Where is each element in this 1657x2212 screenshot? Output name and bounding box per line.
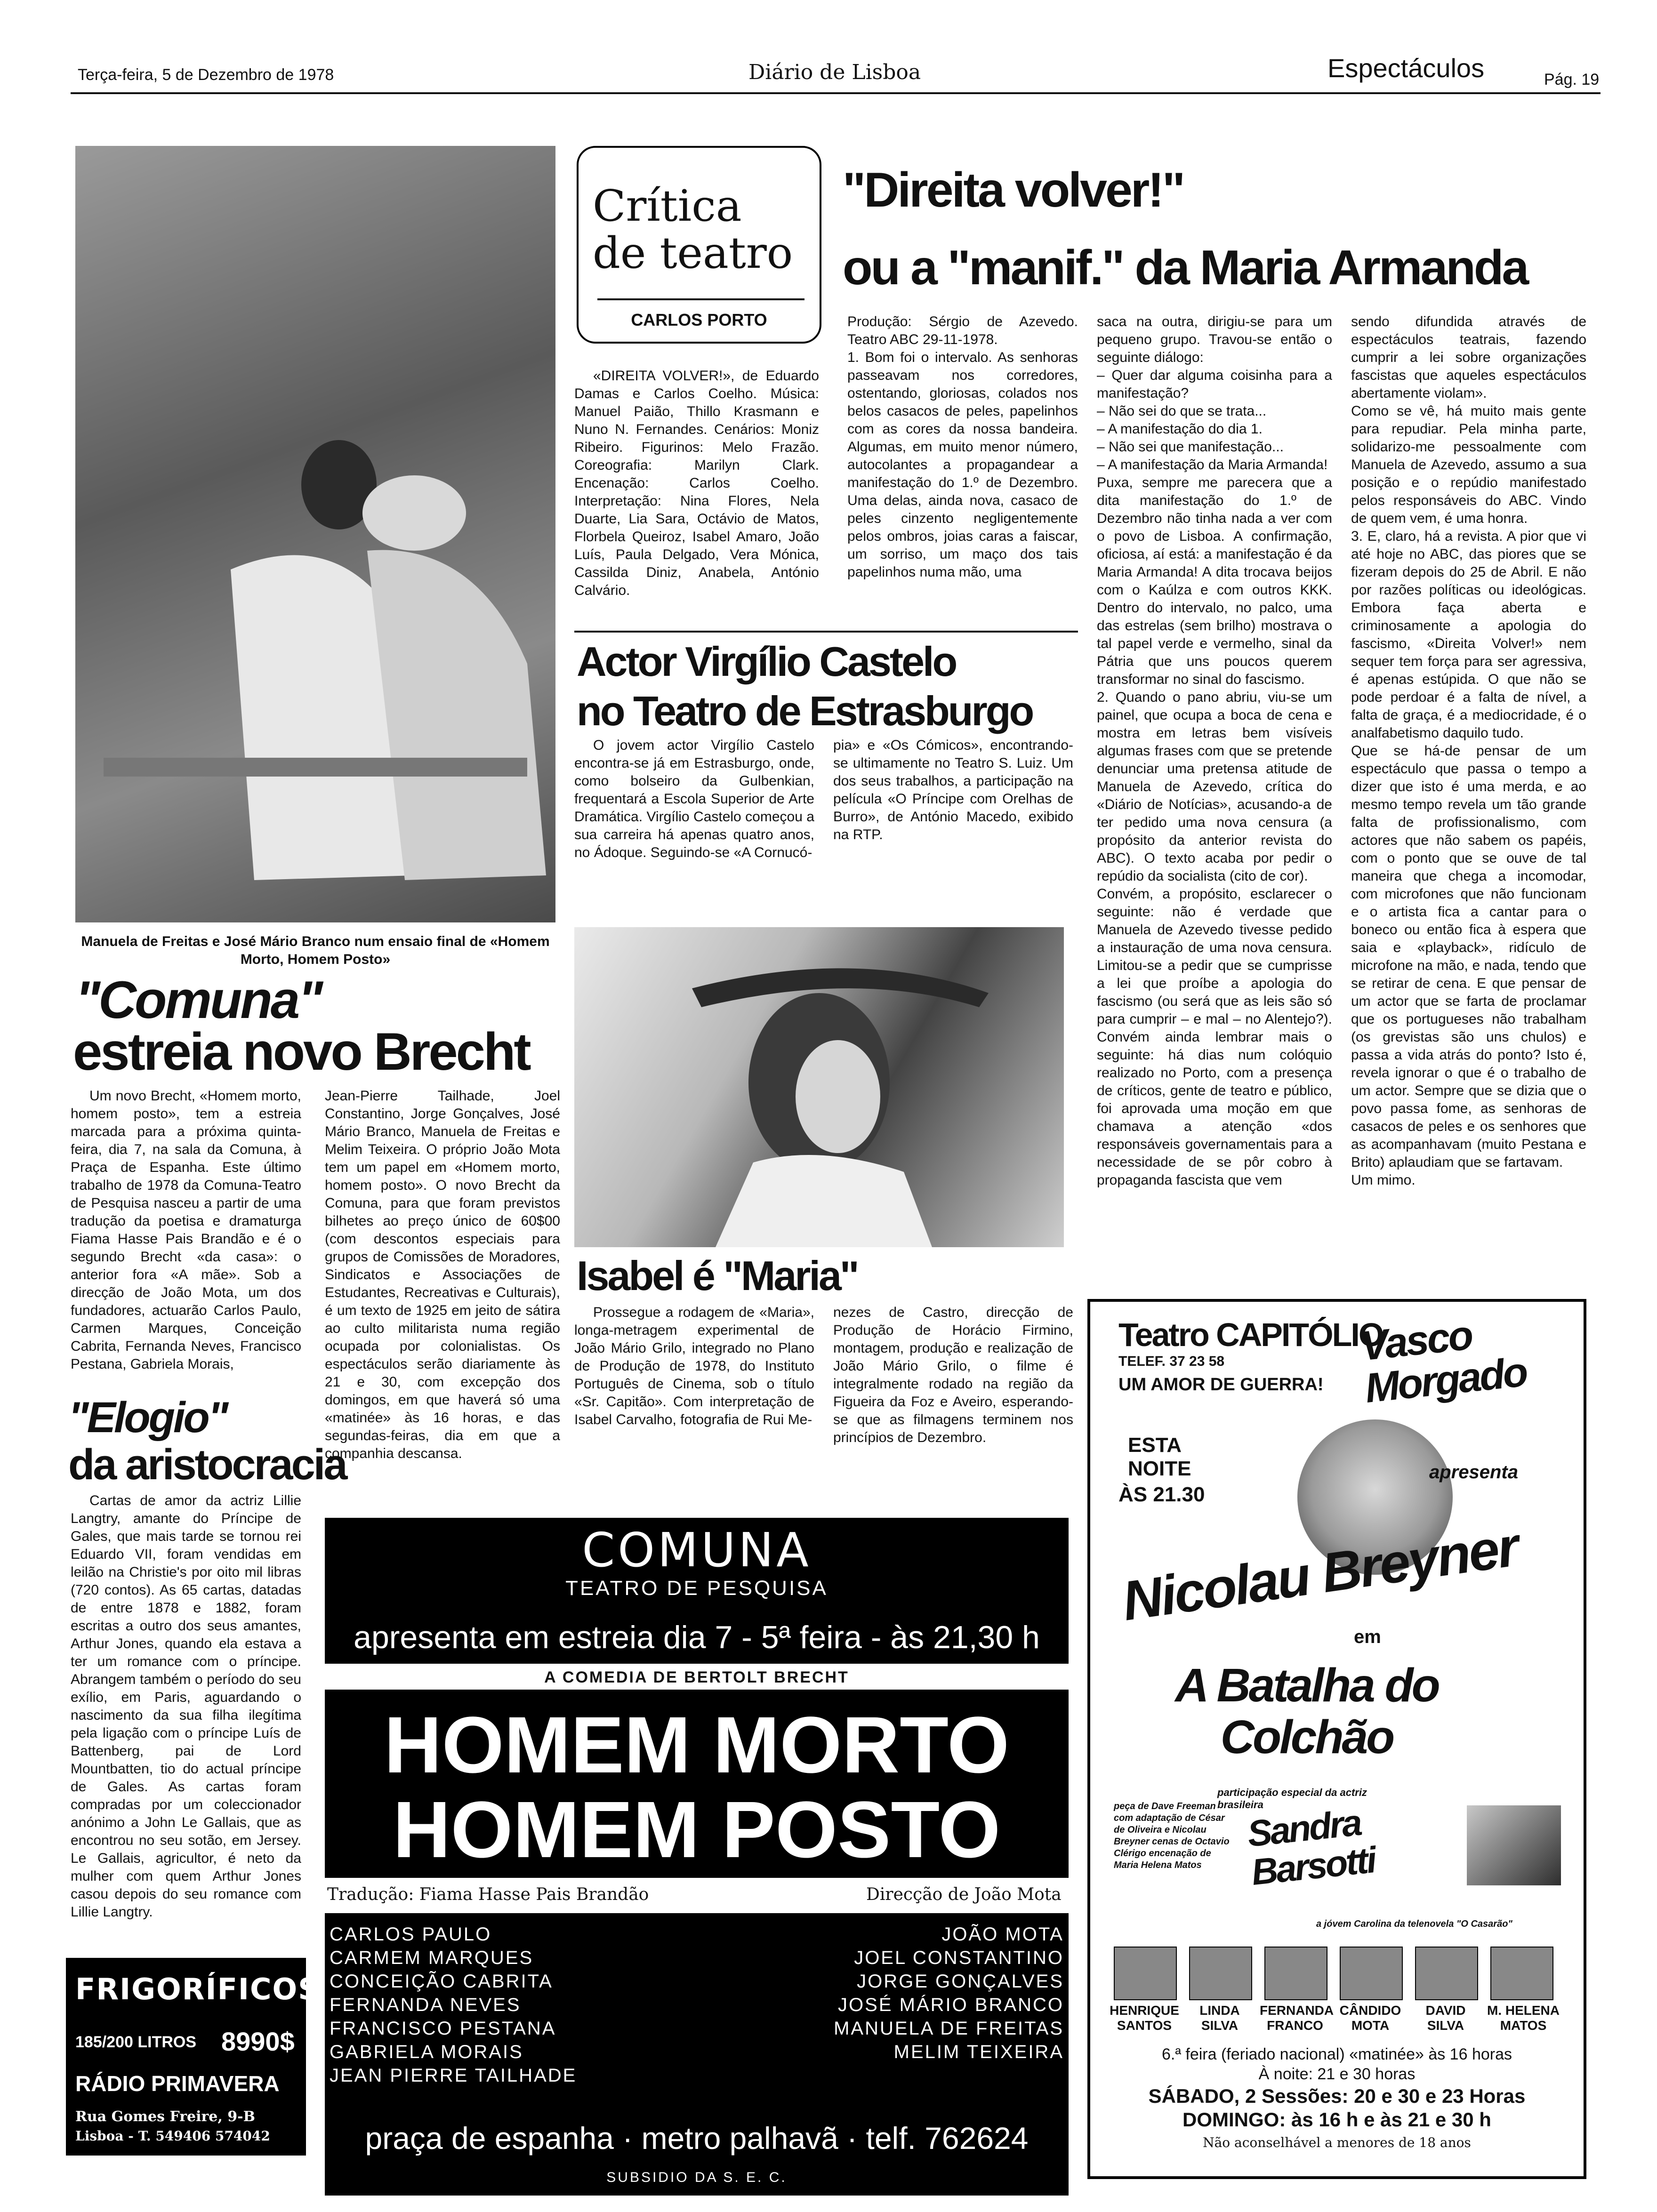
cast-item: JEAN PIERRE TAILHADE bbox=[330, 2065, 577, 2086]
cast-item: CARMEM MARQUES bbox=[330, 1948, 534, 1968]
elogio-headline-2: da aristocracia bbox=[68, 1441, 346, 1489]
comuna-ad-comedia: A COMEDIA DE BERTOLT BRECHT bbox=[544, 1668, 849, 1686]
capitolio-jovem: a jóvem Carolina da telenovela "O Casarão" bbox=[1316, 1919, 1512, 1929]
capitolio-sandra-photo bbox=[1467, 1805, 1561, 1885]
cast-item: JOSÉ MÁRIO BRANCO bbox=[838, 1995, 1064, 2015]
virgilio-text-col2: pia» e «Os Cómicos», encontrando-se ultimamente no Teatro S. Luiz. Um dos seus trabalhos, a participação na película «O Príncipe com Orelhas de Burro», de António Macedo, exibido na RTP. bbox=[833, 737, 1073, 842]
isabel-text-col2: nezes de Castro, direcção de Produção de Horácio Firmino, montagem, produção e realização de João Mário Grilo, o filme é integralmente rodado na região da Figueira da Foz e Aveiro, esperando-se que as filmagens terminem nos princípios de Dezembro. bbox=[833, 1305, 1073, 1445]
cast-name: M. HELENA MATOS bbox=[1487, 2003, 1560, 2033]
capitolio-sandra: Sandra Barsotti bbox=[1245, 1801, 1377, 1893]
header-paper: Diário de Lisboa bbox=[748, 60, 921, 84]
header-page: Pág. 19 bbox=[1544, 71, 1600, 88]
comuna-ad-top bbox=[325, 1518, 1069, 1664]
comuna-ad-subsidio: SUBSIDIO DA S. E. C. bbox=[606, 2170, 787, 2185]
virgilio-headline-2: no Teatro de Estrasburgo bbox=[577, 688, 1033, 734]
elogio-text: Cartas de amor da actriz Lillie Langtry, amante do Príncipe de Gales, que mais tarde se tornou rei Eduardo VII, foram vendidas em leilão na Christie's por oito mil libras (720 contos). As 65 cartas, datadas de entre 1878 e 1882, foram escritas a outro dos seus amantes, Arthur Jones, quando ela estava a ter um romance com o príncipe. Abrangem também o período do seu exílio, em Paris, aguardando o nascimento da sua filha ilegítima pela ligação com o príncipe Luís de Battenberg, pai de Lord Mountbatten, tio do actual príncipe de Gales. As cartas foram compradas por um coleccionador anónimo a John Le Gallais, que as encontrou no seu sotão, em Jersey. Le Gallais, agricultor, é neto da mulher com quem Arthur Jones casou depois do seu romance com Lillie Langtry. bbox=[71, 1493, 301, 1920]
cast-name: LINDA SILVA bbox=[1199, 2003, 1240, 2033]
cast-item: JOÃO MOTA bbox=[941, 1924, 1064, 1945]
photo-caption: Manuela de Freitas e José Mário Branco num ensaio final de «Homem Morto, Homem Posto» bbox=[81, 934, 550, 967]
capitolio-hora: ÀS 21.30 bbox=[1118, 1483, 1205, 1506]
capitolio-schedule-1: 6.ª feira (feriado nacional) «matinée» às 16 horas bbox=[1161, 2045, 1512, 2063]
photo-figures bbox=[75, 146, 555, 922]
comuna-headline-2: estreia novo Brecht bbox=[73, 1022, 530, 1081]
cast-item: MANUELA DE FREITAS bbox=[834, 2018, 1064, 2039]
direita-col3: sendo difundida através de espectáculos teatrais, fazendo cumprir a lei sobre organizações fascistas que aqueles espectáculos abertamente violam». Como se vê, há muito mais gente para repudiar. Pela minha parte, solidarizo-me pessoalmente com Manuela de Azevedo, assumo a sua posição e o repúdio manifestado pelos responsáveis do ABC. Vindo de quem vem, é uma honra. 3. E, claro, há a revista. A pior que vi até hoje no ABC, das piores que se fizeram depois do 25 de Abril. E não por razões políticas ou ideológicas. Embora faça aberta e criminosamente a apologia do fascismo, «Direita Volver!» nem sequer tem força para ser agressiva, é apenas estúpida. O que não se pode perdoar é a falta de nível, a falta de graça, é a mediocridade, é o analfabetismo daquilo tudo. Que se há-de pensar de um espectáculo que passa o tempo a dizer que isto é uma merda, e ao mesmo tempo revela um tão grande falta de profissionalismo, com actores que não sabem os papéis, com o ponto que se ouve de tal maneira que chega a incomodar, com microfones que não funcionam e o artista fica a cantar para o boneco ou então fica à espera que saia e «playback», ridículo de microfone na mão, e nada, tendo que se retirar de cena. E que pensar de um actor que se farta de proclamar que os portugueses não trabalham (os grevistas são uns chulos) e passa a vida atrás do ponto? Isto é, revela ignorar o que é o trabalho de um actor. Sempre que se dizia que o povo passa fome, as senhoras de casacos de peles e os senhores que as acompanhavam (muito Pestana e Brito) aplaudiam que se fartavam. Um mimo. bbox=[1351, 314, 1586, 1188]
comuna-ad-title-1: HOMEM MORTO bbox=[384, 1700, 1010, 1790]
elogio-headline-1: "Elogio" bbox=[68, 1394, 227, 1442]
cast-photo bbox=[1189, 1947, 1252, 2000]
critica-rule bbox=[597, 298, 804, 300]
virgilio-rule bbox=[574, 631, 1078, 633]
comuna-ad-premiere: apresenta em estreia dia 7 - 5ª feira - às 21,30 h bbox=[354, 1619, 1040, 1655]
comuna-headline-1: "Comuna" bbox=[75, 970, 322, 1029]
cast-photo bbox=[1490, 1947, 1553, 2000]
frigo-title: FRIGORÍFICOS bbox=[75, 1972, 320, 2006]
capitolio-telef: TELEF. 37 23 58 bbox=[1118, 1354, 1225, 1369]
critica-box bbox=[577, 146, 821, 344]
cast-item: CONCEIÇÃO CABRITA bbox=[330, 1971, 553, 1992]
cast-photo bbox=[1340, 1947, 1403, 2000]
photo-isabel-figure bbox=[574, 927, 1064, 1247]
capitolio-amor: UM AMOR DE GUERRA! bbox=[1118, 1375, 1324, 1395]
cast-name: HENRIQUE SANTOS bbox=[1110, 2003, 1179, 2033]
photo-isabel bbox=[574, 927, 1064, 1247]
isabel-headline: Isabel é "Maria" bbox=[577, 1252, 858, 1299]
capitolio-schedule-5: Não aconselhável a menores de 18 anos bbox=[1203, 2135, 1471, 2150]
comuna-ad-cast-left bbox=[330, 1923, 577, 2087]
critica-credits: «DIREITA VOLVER!», de Eduardo Damas e Carlos Coelho. Música: Manuel Paião, Thillo Krasmann e Nuno N. Fernandes. Cenários: Moniz Ribeiro. Figurinos: Melo Frazão. Coreografia: Marilyn Clark. Encenação: Carlos Coelho. Interpretação: Nina Flores, Nela Duarte, Lia Sara, Octávio de Matos, Florbela Queiroz, Isabel Amaro, João Luís, Paula Delgado, Vera Mónica, Cassilda Diniz, Anabela, António Calvário. bbox=[574, 368, 819, 598]
photo-rehearsal bbox=[75, 146, 555, 922]
comuna-ad-footer: praça de espanha · metro palhavã · telf. 762624 bbox=[365, 2121, 1029, 2156]
cast-item: JOEL CONSTANTINO bbox=[854, 1948, 1064, 1968]
comuna-ad-cast-right bbox=[834, 1923, 1064, 2064]
critica-logo-2: de teatro bbox=[593, 228, 793, 278]
cast-name: DAVID SILVA bbox=[1425, 2003, 1466, 2033]
cast-item: CARLOS PAULO bbox=[330, 1924, 492, 1945]
frigo-address-1: Rua Gomes Freire, 9-B bbox=[75, 2108, 255, 2125]
capitolio-schedule-4: DOMINGO: às 16 h e às 21 e 30 h bbox=[1182, 2108, 1491, 2131]
frigorificos-ad bbox=[66, 1958, 320, 2156]
critica-logo-1: Crítica bbox=[593, 181, 742, 231]
comuna-ad-name: COMUNA bbox=[582, 1523, 812, 1578]
capitolio-noite: NOITE bbox=[1128, 1457, 1191, 1480]
virgilio-headline-1: Actor Virgílio Castelo bbox=[577, 638, 956, 685]
cast-item: MELIM TEIXEIRA bbox=[893, 2042, 1064, 2062]
cast-name: CÂNDIDO MOTA bbox=[1339, 2003, 1401, 2033]
comuna-ad-title-2: HOMEM POSTO bbox=[393, 1785, 1001, 1875]
isabel-text-col1: Prossegue a rodagem de «Maria», longa-metragem experimental de João Mário Grilo, integrado no Plano de Produção de 1978, do Instituto Português de Cinema, sob o título «Sr. Capitão». Com interpretação de Isabel Carvalho, fotografia de Rui Me- bbox=[574, 1305, 814, 1427]
capitolio-nicolau: Nicolau Breyner bbox=[1118, 1515, 1521, 1633]
direita-col2: saca na outra, dirigiu-se para um pequeno grupo. Travou-se então o seguinte diálogo: – Quer dar alguma coisinha para a manifestação? – Não sei do que se trata... – A manifestação do dia 1. – Não sei que manifestação... – A manifestação da Maria Armanda! Puxa, sempre me parecera que a dita manifestação do 1.º de Dezembro não tinha nada a ver com o povo de Lisboa. A confirmação, oficiosa, aí está: a manifestação é da Maria Armanda! A dita trocava beijos com o Kaúlza e com outros KKK. Dentro do intervalo, no palco, uma das estrelas (sem brilho) mostrava o tal papel verde e vermelho, sinal da Pátria que uns poucos querem transformar no sinal do fascismo. 2. Quando o pano abriu, viu-se um painel, que ocupa a boca de cena e mostra em letras bem visíveis algumas frases com que se pretende denunciar uma pretensa atitude de Manuela de Azevedo, crítica do «Diário de Notícias», acusando-a de ter pedido uma nova censura (a propósito da anterior revista do ABC). O texto acaba por pedir o repúdio da socialista (cito de cor). Convém, a propósito, esclarecer o seguinte: não é verdade que Manuela de Azevedo tivesse pedido a instauração de uma nova censura. Limitou-se a pedir que se cumprisse a lei que proíbe a apologia do fascismo (ou será que as leis são só para cumprir – e mal – no Alentejo?). Convém ainda lembrar mais o seguinte: há dias num colóquio realizado no Porto, com a presença de críticos, gente de teatro e público, foi aprovada uma moção em que chamava a atenção «dos responsáveis governamentais para a necessidade de se pôr cobro à propaganda fascista que vem bbox=[1097, 314, 1332, 1188]
capitolio-schedule-2: À noite: 21 e 30 horas bbox=[1258, 2065, 1416, 2083]
comuna-text-col2: Jean-Pierre Tailhade, Joel Constantino, Jorge Gonçalves, José Mário Branco, Manuela de Freitas e Melim Teixeira. O próprio João Mota tem um papel em «Homem morto, homem posto». O novo Brecht da Comuna, para que foram previstos bilhetes ao preço único de 60$00 (com descontos especiais para grupos de Comissões de Moradores, Sindicatos e Associações de Estudantes, Recreativas e Culturais), é um texto de 1925 em jeito de sátira ao culto militarista numa região ocupada por colonialistas. Os espectáculos serão diariamente às 21 e 30, com excepção dos domingos, em que haverá só uma «matinée» às 16 horas, e das segundas-feiras, dia em que a companhia descansa. bbox=[325, 1088, 560, 1461]
direita-col1: Produção: Sérgio de Azevedo. Teatro ABC 29-11-1978. 1. Bom foi o intervalo. As senhoras passeavam nos corredores, ostentando, gloriosas, colados nos belos casacos de peles, papelinhos com as cores da nossa bandeira. Algumas, em muito menor número, autocolantes a propagandear a manifestação do 1.º de Dezembro. Uma delas, ainda nova, casaco de peles cinzento negligentemente pelos ombros, joias caras a faiscar, um sorriso, um maço dos tais papelinhos numa mão, uma bbox=[847, 314, 1078, 580]
capitolio-teatro: Teatro CAPITÓLIO bbox=[1118, 1316, 1383, 1353]
cast-item: JORGE GONÇALVES bbox=[857, 1971, 1064, 1992]
capitolio-em: em bbox=[1354, 1627, 1381, 1647]
comuna-ad-sub: TEATRO DE PESQUISA bbox=[565, 1577, 828, 1600]
capitolio-participacao: participação especial da actriz brasileira bbox=[1217, 1787, 1367, 1811]
comuna-ad-title-block bbox=[325, 1690, 1069, 1878]
direita-headline-2: ou a "manif." da Maria Armanda bbox=[843, 240, 1528, 295]
header-date: Terça-feira, 5 de Dezembro de 1978 bbox=[78, 66, 334, 84]
cast-photo bbox=[1114, 1947, 1177, 2000]
direita-headline-1: "Direita volver!" bbox=[843, 163, 1184, 217]
comuna-ad-cast-block bbox=[325, 1913, 1069, 2196]
header-rule bbox=[71, 92, 1601, 94]
frigo-shop: RÁDIO PRIMAVERA bbox=[75, 2071, 280, 2096]
capitolio-vasco: Vasco Morgado bbox=[1358, 1311, 1528, 1411]
cast-item: GABRIELA MORAIS bbox=[330, 2042, 523, 2062]
capitolio-batalha: A Batalha do Colchão bbox=[1175, 1659, 1439, 1763]
capitolio-credits: peça de Dave Freeman com adaptação de César de Oliveira e Nicolau Breyner cenas de Octavio Clérigo encenação de Maria Helena Matos bbox=[1114, 1801, 1230, 1870]
cast-name: FERNANDA FRANCO bbox=[1260, 2003, 1334, 2033]
frigo-capacity: 185/200 LITROS bbox=[75, 2033, 197, 2051]
cast-photo bbox=[1264, 1947, 1327, 2000]
capitolio-ad bbox=[1087, 1299, 1586, 2179]
cast-item: FERNANDA NEVES bbox=[330, 1995, 521, 2015]
comuna-text-col1: Um novo Brecht, «Homem morto, homem posto», tem a estreia marcada para a próxima quinta-feira, dia 7, na sala da Comuna, à Praça de Espanha. Este último trabalho de 1978 da Comuna-Teatro de Pesquisa nasceu a partir de uma tradução da poetisa e dramaturga Fiama Hasse Pais Brandão e é o segundo Brecht «da casa»: o anterior fora «A mãe». Sob a direcção de João Mota, um dos fundadores, actuarão Carlos Paulo, Carmen Marques, Conceição Cabrita, Fernanda Neves, Francisco Pestana, Gabriela Morais, bbox=[71, 1088, 301, 1372]
virgilio-text-col1: O jovem actor Virgílio Castelo encontra-se já em Estrasburgo, onde, como bolseiro da Gulbenkian, frequentará a Escola Superior de Arte Dramática. Virgílio Castelo começou a sua carreira há apenas quatro anos, no Ádoque. Seguindo-se «A Cornucó- bbox=[574, 737, 814, 860]
capitolio-esta: ESTA bbox=[1128, 1434, 1182, 1457]
comuna-ad-director: Direcção de João Mota bbox=[866, 1885, 1062, 1904]
capitolio-schedule-3: SÁBADO, 2 Sessões: 20 e 30 e 23 Horas bbox=[1148, 2085, 1526, 2107]
cast-item: FRANCISCO PESTANA bbox=[330, 2018, 556, 2039]
comuna-ad-translation: Tradução: Fiama Hasse Pais Brandão bbox=[327, 1885, 649, 1904]
capitolio-apresenta: apresenta bbox=[1429, 1462, 1518, 1483]
frigo-address-2: Lisboa - T. 549406 574042 bbox=[75, 2128, 270, 2144]
frigo-price: 8990$ bbox=[221, 2027, 295, 2056]
cast-photo bbox=[1415, 1947, 1478, 2000]
header-section: Espectáculos bbox=[1327, 53, 1485, 83]
critica-author: CARLOS PORTO bbox=[631, 310, 767, 329]
